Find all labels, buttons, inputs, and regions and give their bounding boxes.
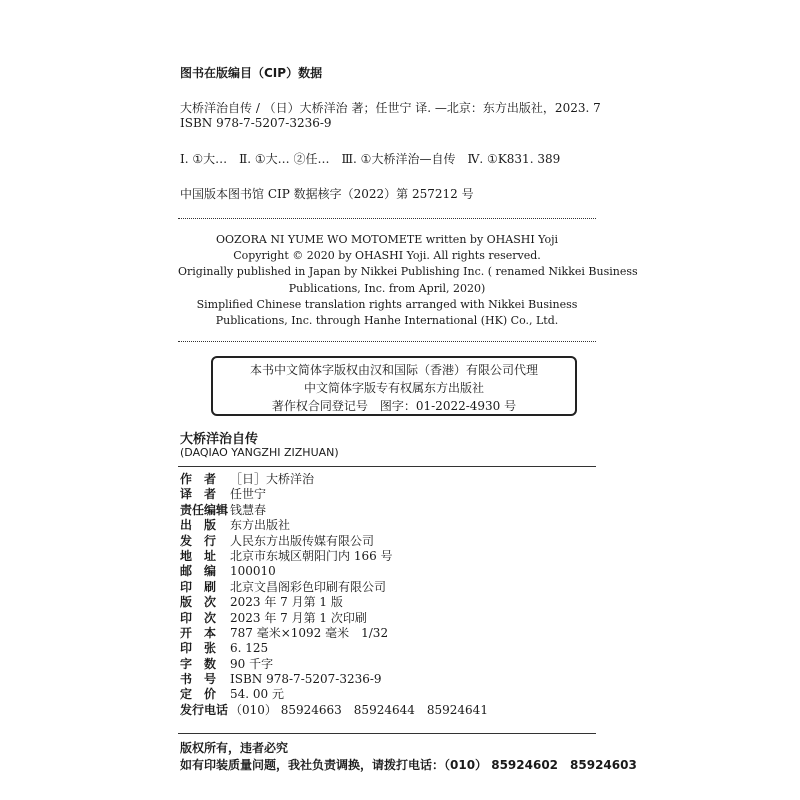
colophon-row: [180, 549, 600, 564]
dotted-divider-middle: [178, 341, 596, 342]
colophon-value: 2023 年 7 月第 1 次印刷: [230, 610, 367, 625]
colophon-value: ISBN 978-7-5207-3236-9: [230, 672, 382, 687]
cip-heading: 图书在版编目（CIP）数据: [180, 66, 323, 80]
book-title-pinyin: (DAQIAO YANGZHI ZIZHUAN): [180, 446, 339, 459]
colophon-row: [180, 687, 600, 702]
colophon-label: 地 址: [180, 548, 217, 563]
colophon-row: [180, 472, 600, 487]
colophon-value: （010） 85924663 85924644 85924641: [230, 702, 488, 717]
english-line: Originally published in Japan by Nikkei Publishing Inc. ( renamed Nikkei Business: [178, 265, 638, 279]
english-line: Copyright © 2020 by OHASHI Yoji. All rights reserved.: [233, 249, 541, 263]
solid-divider-bottom: [178, 733, 596, 734]
colophon-label: 发 行: [180, 533, 217, 548]
rights-line: 中文简体字版专有权属东方出版社: [303, 381, 484, 395]
quality-notice: 如有印装质量问题，我社负责调换，请拨打电话：（010） 85924602 85924603: [180, 758, 637, 772]
colophon-value: 北京市东城区朝阳门内 166 号: [230, 548, 393, 563]
colophon-row: [180, 626, 600, 641]
colophon-label: 印 次: [180, 610, 217, 625]
colophon-row: [180, 641, 600, 656]
english-copyright-block: [178, 232, 638, 329]
book-title: 大桥洋治自传: [180, 432, 259, 447]
colophon-value: 100010: [230, 564, 276, 579]
colophon-value: 787 毫米×1092 毫米 1/32: [230, 625, 389, 640]
colophon-label: 定 价: [180, 687, 217, 702]
colophon-value: 任世宁: [230, 487, 267, 502]
rights-line: 著作权合同登记号 图字：01-2022-4930 号: [271, 399, 517, 413]
colophon-row: [180, 564, 600, 579]
colophon-value: ［日］大桥洋治: [230, 472, 315, 486]
colophon-row: [180, 703, 600, 718]
colophon-row: [180, 503, 600, 518]
colophon-label: 责任编辑: [180, 502, 229, 517]
english-line: Publications, Inc. through Hanhe International (HK) Co., Ltd.: [215, 314, 559, 328]
colophon-row: [180, 595, 600, 610]
colophon-table: [180, 472, 600, 718]
english-line: OOZORA NI YUME WO MOTOMETE written by OHASHI Yoji: [215, 233, 559, 246]
colophon-value: 2023 年 7 月第 1 版: [230, 595, 343, 610]
english-line: Publications, Inc. from April, 2020): [288, 281, 486, 295]
colophon-row: [180, 580, 600, 595]
cip-isbn: ISBN 978-7-5207-3236-9: [180, 116, 332, 130]
colophon-label: 发行电话: [180, 702, 229, 717]
colophon-label: 邮 编: [180, 564, 217, 579]
colophon-value: 90 千字: [230, 656, 274, 671]
cip-record-line: 大桥洋治自传 / （日）大桥洋治 著；任世宁 译. —北京：东方出版社，2023. 7: [180, 101, 601, 115]
colophon-row: [180, 611, 600, 626]
colophon-label: 译 者: [180, 487, 217, 502]
colophon-label: 作 者: [180, 472, 217, 486]
colophon-value: 6. 125: [230, 641, 269, 656]
colophon-label: 书 号: [180, 672, 217, 687]
dotted-divider-top: [178, 218, 596, 219]
rights-line: 本书中文简体字版权由汉和国际（香港）有限公司代理: [249, 363, 538, 377]
colophon-label: 印 刷: [180, 579, 217, 594]
colophon-row: [180, 672, 600, 687]
colophon-row: [180, 518, 600, 533]
solid-divider-top: [178, 466, 596, 467]
colophon-label: 出 版: [180, 518, 217, 533]
colophon-label: 开 本: [180, 625, 217, 640]
copyright-notice: 版权所有，违者必究: [180, 741, 289, 755]
colophon-label: 版 次: [180, 595, 217, 610]
colophon-value: 北京文昌阁彩色印刷有限公司: [230, 579, 387, 594]
colophon-value: 钱慧春: [230, 502, 267, 517]
english-line: Simplified Chinese translation rights arranged with Nikkei Business: [196, 297, 578, 311]
colophon-value: 人民东方出版传媒有限公司: [230, 533, 375, 548]
colophon-label: 字 数: [180, 656, 217, 671]
colophon-label: 印 张: [180, 641, 217, 656]
cip-subject-line: Ⅰ. ①大… Ⅱ. ①大… ②任… Ⅲ. ①大桥洋治—自传 Ⅳ. ①K831. 389: [180, 152, 561, 166]
colophon-row: [180, 487, 600, 502]
rights-agency-box: [211, 356, 577, 416]
colophon-row: [180, 657, 600, 672]
cip-approval-number: 中国版本图书馆 CIP 数据核字（2022）第 257212 号: [180, 187, 474, 201]
colophon-row: [180, 534, 600, 549]
colophon-value: 东方出版社: [230, 518, 291, 533]
colophon-value: 54. 00 元: [230, 687, 284, 702]
